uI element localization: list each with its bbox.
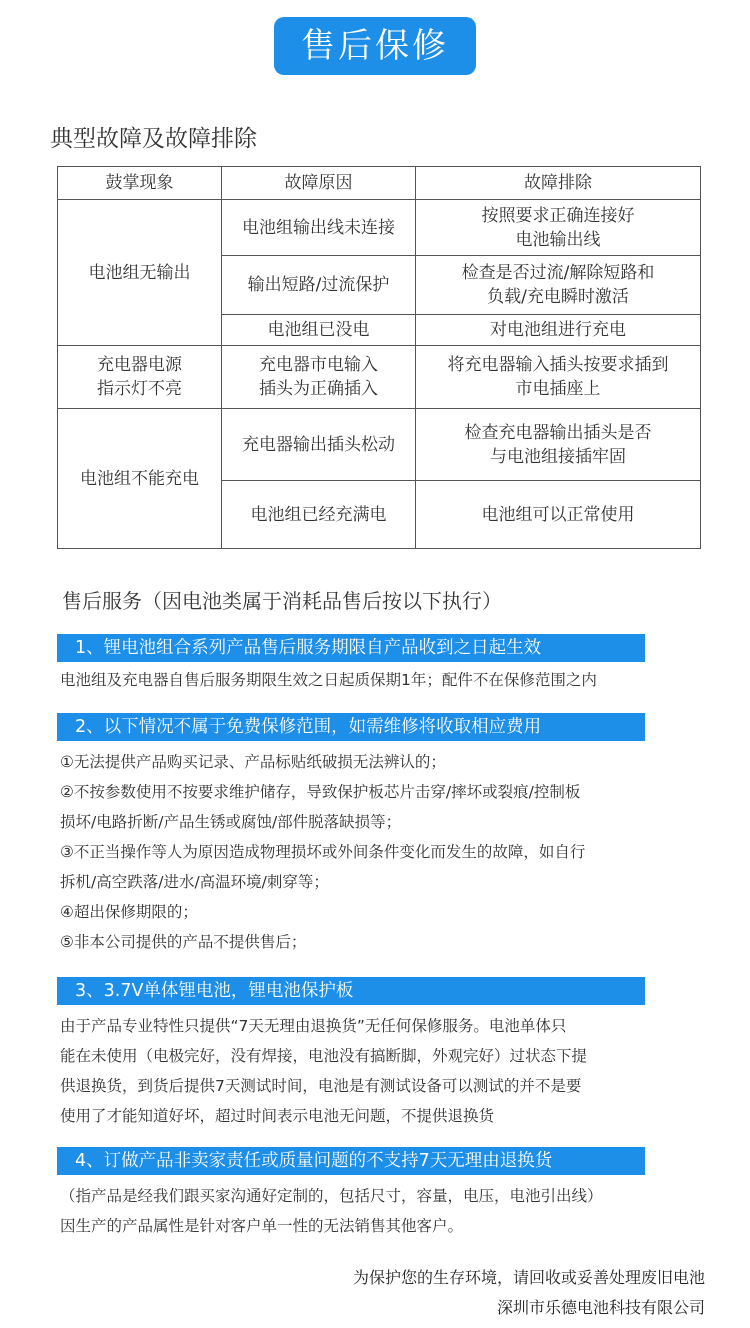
text-line: ③不正当操作等人为原因造成物理损坏或外间条件变化而发生的故障，如自行 — [60, 843, 586, 861]
cause-cell: 充电器输出插头松动 — [222, 409, 416, 481]
fix-cell: 电池组可以正常使用 — [416, 481, 701, 549]
column-header-cause: 故障原因 — [222, 167, 416, 200]
column-header-symptom: 鼓掌现象 — [58, 167, 222, 200]
column-header-fix: 故障排除 — [416, 167, 701, 200]
text-line: ①无法提供产品购买记录、产品标贴纸破损无法辨认的； — [60, 753, 446, 771]
cause-cell: 电池组输出线未连接 — [222, 200, 416, 256]
cause-cell: 电池组已经充满电 — [222, 481, 416, 549]
text-line: ④超出保修期限的； — [60, 903, 198, 921]
fix-cell: 检查是否过流/解除短路和 负载/充电瞬时激活 — [416, 256, 701, 315]
symptom-cell: 电池组无输出 — [58, 200, 222, 346]
cause-cell: 电池组已没电 — [222, 315, 416, 346]
service-heading: 售后服务（因电池类属于消耗品售后按以下执行） — [62, 589, 502, 613]
text-line: 损坏/电路折断/产品生锈或腐蚀/部件脱落缺损等； — [60, 813, 402, 831]
table-header-row — [58, 167, 701, 200]
table-row — [58, 200, 701, 256]
text-line: ⑤非本公司提供的产品不提供售后； — [60, 933, 307, 951]
text-line: （指产品是经我们跟买家沟通好定制的，包括尺寸，容量，电压，电池引出线） — [60, 1187, 603, 1205]
fix-cell: 按照要求正确连接好 电池输出线 — [416, 200, 701, 256]
text-line: 因生产的产品属性是针对客户单一性的无法销售其他客户。 — [60, 1217, 464, 1235]
service-item-3-text — [60, 1011, 710, 1131]
service-item-4-bar: 4、订做产品非卖家责任或质量问题的不支持7天无理由退换货 — [57, 1147, 645, 1175]
symptom-cell: 电池组不能充电 — [58, 409, 222, 549]
fix-cell: 检查充电器输出插头是否 与电池组接插牢固 — [416, 409, 701, 481]
cause-cell: 充电器市电输入 插头为正确插入 — [222, 346, 416, 409]
cause-cell: 输出短路/过流保护 — [222, 256, 416, 315]
service-item-2-bar: 2、以下情况不属于免费保修范围，如需维修将收取相应费用 — [57, 713, 645, 741]
fault-section-heading: 典型故障及故障排除 — [50, 126, 257, 152]
text-line: 使用了才能知道好坏，超过时间表示电池无问题，不提供退换货 — [60, 1107, 495, 1125]
text-line: ②不按参数使用不按要求维护储存，导致保护板芯片击穿/摔坏或裂痕/控制板 — [60, 783, 581, 801]
text-line: 供退换货，到货后提供7天测试时间，电池是有测试设备可以测试的并不是要 — [60, 1077, 582, 1095]
service-item-4-text — [60, 1181, 710, 1241]
fix-cell: 对电池组进行充电 — [416, 315, 701, 346]
fault-table — [57, 166, 701, 549]
service-item-2-text — [60, 747, 710, 957]
footer-company-name: 深圳市乐德电池科技有限公司 — [496, 1298, 705, 1317]
service-item-1-text — [60, 665, 710, 695]
page-title-badge: 售后保修 — [274, 17, 476, 75]
footer-recycle-note: 为保护您的生存环境，请回收或妥善处理废旧电池 — [352, 1268, 705, 1287]
text-line: 电池组及充电器自售后服务期限生效之日起质保期1年；配件不在保修范围之内 — [60, 671, 597, 689]
service-item-1-bar: 1、锂电池组合系列产品售后服务期限自产品收到之日起生效 — [57, 634, 645, 662]
service-item-3-bar: 3、3.7V单体锂电池，锂电池保护板 — [57, 977, 645, 1005]
text-line: 由于产品专业特性只提供“7天无理由退换货”无任何保修服务。电池单体只 — [60, 1017, 567, 1035]
table-row — [58, 346, 701, 409]
symptom-cell: 充电器电源 指示灯不亮 — [58, 346, 222, 409]
text-line: 能在未使用（电极完好，没有焊接，电池没有搞断脚，外观完好）过状态下提 — [60, 1047, 588, 1065]
text-line: 拆机/高空跌落/进水/高温环境/刺穿等； — [60, 873, 329, 891]
fix-cell: 将充电器输入插头按要求插到 市电插座上 — [416, 346, 701, 409]
table-row — [58, 409, 701, 481]
